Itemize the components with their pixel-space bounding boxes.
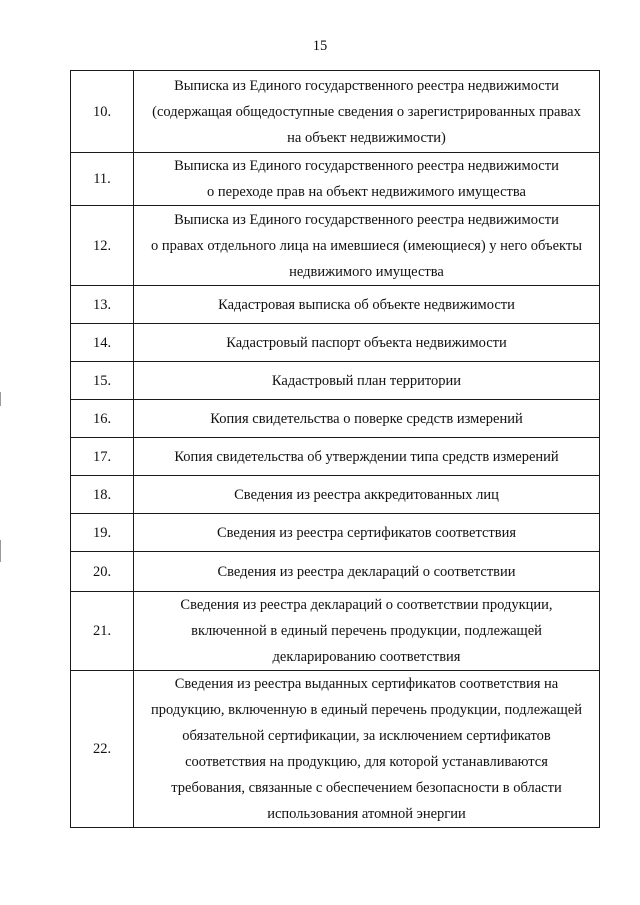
description-line: Сведения из реестра аккредитованных лиц (234, 486, 499, 503)
table-row (71, 476, 600, 514)
row-description (134, 514, 600, 552)
description-line: Кадастровая выписка об объекте недвижимости (218, 296, 515, 313)
row-description (134, 286, 600, 324)
page-number: 15 (312, 38, 328, 54)
scan-edge-mark (0, 540, 1, 562)
row-description (134, 400, 600, 438)
description-line: Копия свидетельства о поверке средств измерений (210, 410, 523, 427)
table-row (71, 362, 600, 400)
row-description (134, 476, 600, 514)
row-number: 19. (71, 514, 134, 552)
description-line: Сведения из реестра деклараций о соответствии (217, 563, 516, 580)
row-description (134, 71, 600, 153)
table-row (71, 671, 600, 828)
description-line: включенной в единый перечень продукции, подлежащей (191, 623, 542, 639)
description-line: Выписка из Единого государственного реестра недвижимости (174, 211, 559, 228)
table-row (71, 286, 600, 324)
table-body (71, 71, 600, 828)
description-line: обязательной сертификации, за исключением сертификатов (182, 728, 551, 744)
description-line: требования, связанные с обеспечением безопасности в области (171, 780, 562, 796)
row-number: 17. (71, 438, 134, 476)
table-row (71, 592, 600, 671)
row-number: 13. (71, 286, 134, 324)
row-number: 16. (71, 400, 134, 438)
row-number: 14. (71, 324, 134, 362)
description-line: недвижимого имущества (289, 263, 444, 280)
table-row (71, 71, 600, 153)
row-number: 15. (71, 362, 134, 400)
row-description (134, 438, 600, 476)
table-row (71, 324, 600, 362)
row-description (134, 362, 600, 400)
table-row (71, 400, 600, 438)
table-row (71, 514, 600, 552)
description-line: (содержащая общедоступные сведения о зарегистрированных правах (152, 103, 581, 120)
description-line: Сведения из реестра выданных сертификатов соответствия на (174, 676, 559, 692)
row-description (134, 552, 600, 592)
scan-edge-mark (0, 392, 1, 406)
description-line: на объект недвижимости) (287, 129, 446, 146)
description-line: использования атомной энергии (267, 806, 466, 822)
table-row (71, 153, 600, 206)
description-line: продукцию, включенную в единый перечень продукции, подлежащей (151, 702, 582, 718)
row-number: 20. (71, 552, 134, 592)
table-row (71, 206, 600, 286)
row-number: 22. (71, 671, 134, 828)
table-row (71, 552, 600, 592)
row-number: 10. (71, 71, 134, 153)
description-line: Кадастровый паспорт объекта недвижимости (226, 334, 507, 351)
row-number: 11. (71, 153, 134, 206)
description-line: Сведения из реестра сертификатов соответствия (216, 524, 517, 541)
row-description (134, 671, 600, 828)
description-line: Кадастровый план территории (271, 372, 462, 389)
description-line: Выписка из Единого государственного реестра недвижимости (174, 77, 559, 94)
description-line: о переходе прав на объект недвижимого имущества (207, 184, 526, 200)
table-row (71, 438, 600, 476)
row-description (134, 324, 600, 362)
row-description (134, 592, 600, 671)
description-line: Копия свидетельства об утверждении типа средств измерений (174, 448, 559, 465)
document-table (70, 70, 600, 828)
description-line: о правах отдельного лица на имевшиеся (имеющиеся) у него объекты (151, 237, 582, 254)
row-description (134, 153, 600, 206)
row-description (134, 206, 600, 286)
row-number: 18. (71, 476, 134, 514)
row-number: 12. (71, 206, 134, 286)
description-line: Выписка из Единого государственного реестра недвижимости (174, 158, 559, 174)
description-line: Сведения из реестра деклараций о соответствии продукции, (180, 597, 553, 613)
description-line: декларированию соответствия (272, 649, 461, 665)
row-number: 21. (71, 592, 134, 671)
description-line: соответствия на продукцию, для которой устанавливаются (185, 754, 548, 770)
